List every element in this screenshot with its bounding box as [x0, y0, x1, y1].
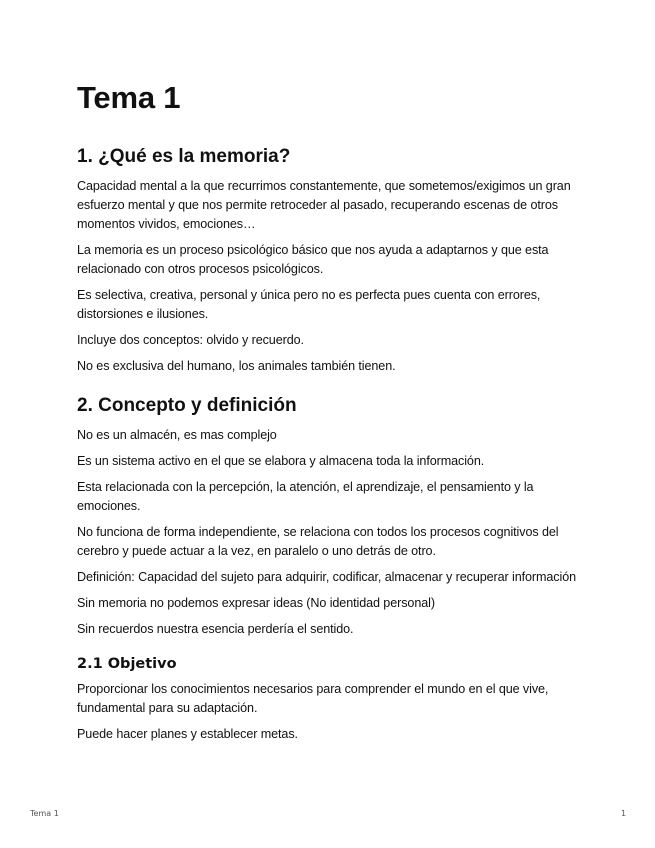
section-2-paragraph: Esta relacionada con la percepción, la atención, el aprendizaje, el pensamiento y la emociones.: [77, 480, 534, 513]
subsection-2-1-paragraph: Proporcionar los conocimientos necesarios para comprender el mundo en el que vive, fundamental para su adaptación.: [77, 682, 549, 715]
footer-title: Tema 1: [30, 809, 59, 818]
subsection-2-1-paragraph: Puede hacer planes y establecer metas.: [77, 727, 298, 741]
section-2-paragraph: No funciona de forma independiente, se relaciona con todos los procesos cognitivos del cerebro y puede actuar a la vez, en paralelo o uno detrás de otro.: [77, 525, 559, 558]
section-2-paragraph: No es un almacén, es mas complejo: [77, 428, 277, 442]
section-2-paragraph: Definición: Capacidad del sujeto para adquirir, codificar, almacenar y recuperar información: [77, 570, 577, 584]
section-1-paragraph: No es exclusiva del humano, los animales también tienen.: [77, 359, 396, 373]
section-1-paragraph: Capacidad mental a la que recurrimos constantemente, que sometemos/exigimos un gran esfuerzo mental y que nos permite retroceder al pasado, recuperando escenas de otros momentos vividos, emociones…: [77, 179, 571, 231]
page-title: Tema 1: [77, 80, 181, 115]
section-2-paragraph: Es un sistema activo en el que se elabora y almacena toda la información.: [77, 454, 485, 468]
section-2-heading: 2. Concepto y definición: [77, 395, 297, 416]
section-1-paragraph: Incluye dos conceptos: olvido y recuerdo.: [77, 333, 304, 347]
section-1-paragraph: Es selectiva, creativa, personal y única pero no es perfecta pues cuenta con errores, distorsiones e ilusiones.: [77, 288, 541, 321]
section-2-paragraph: Sin memoria no podemos expresar ideas (No identidad personal): [77, 596, 435, 610]
document-page: [77, 78, 583, 751]
section-1-paragraph: La memoria es un proceso psicológico básico que nos ayuda a adaptarnos y que esta relacionado con otros procesos psicológicos.: [77, 243, 549, 276]
section-1-heading: 1. ¿Qué es la memoria?: [77, 146, 291, 167]
section-2-paragraph: Sin recuerdos nuestra esencia perdería el sentido.: [77, 622, 354, 636]
footer-page-number: 1: [621, 809, 627, 818]
subsection-2-1-heading: 2.1 Objetivo: [77, 656, 177, 672]
